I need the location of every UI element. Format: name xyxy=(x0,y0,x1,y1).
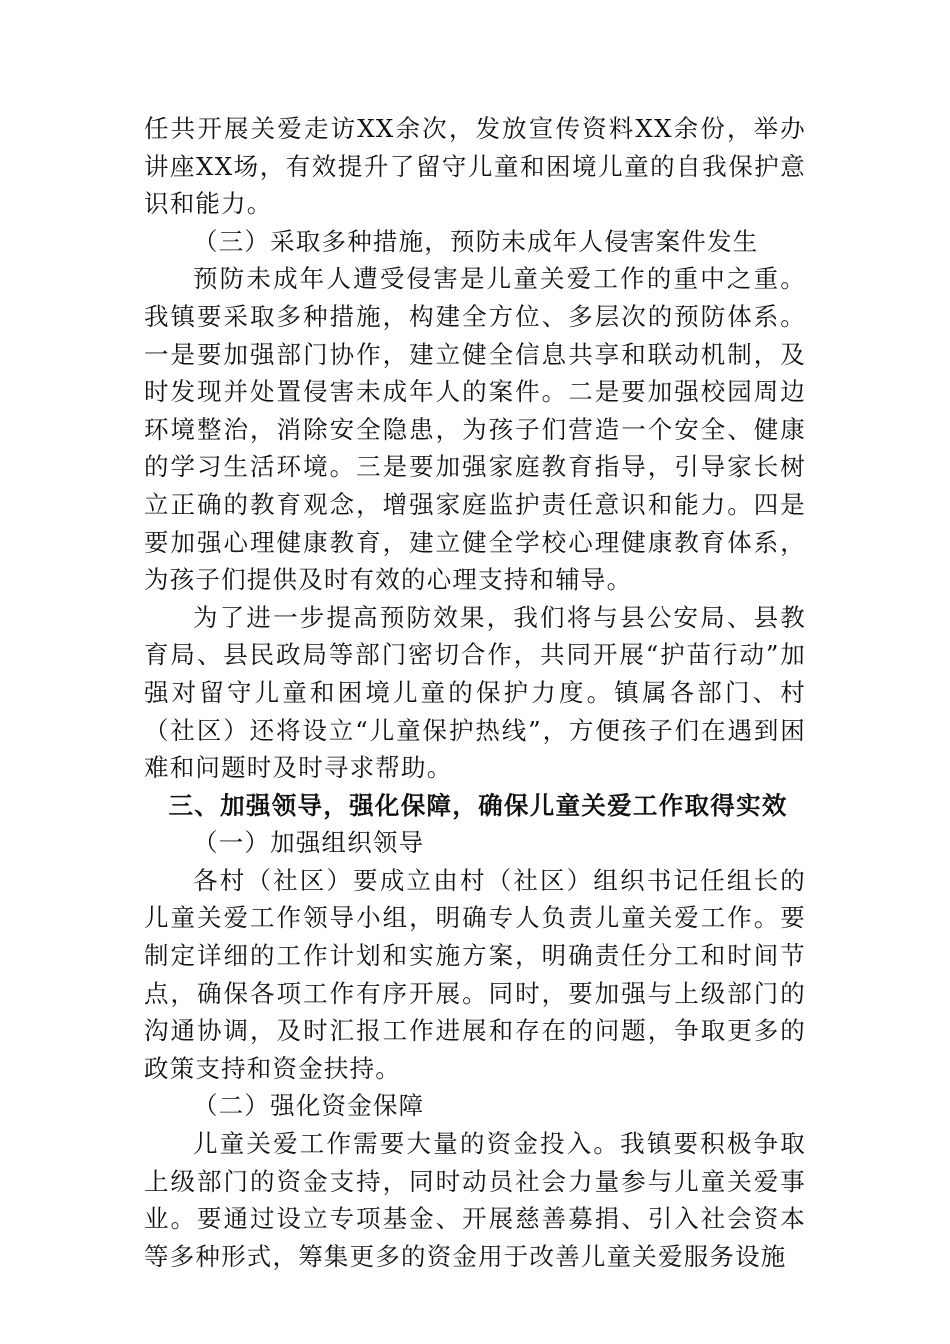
section-heading-leadership: 三、加强领导，强化保障，确保儿童关爱工作取得实效 xyxy=(168,790,788,820)
subheading-organization: （一）加强组织领导 xyxy=(193,828,425,858)
paragraph-continuation: 任共开展关爱走访XX余次，发放宣传资料XX余份，举办讲座XX场，有效提升了留守儿童和困境儿童的自我保护意识和能力。 xyxy=(144,114,806,219)
subheading-prevention: （三）采取多种措施，预防未成年人侵害案件发生 xyxy=(193,226,759,256)
document-page xyxy=(144,110,806,1275)
paragraph-prevention-measures: 预防未成年人遭受侵害是儿童关爱工作的重中之重。我镇要采取多种措施，构建全方位、多层次的预防体系。一是要加强部门协作，建立健全信息共享和联动机制，及时发现并处置侵害未成年人的案件。二是要加强校园周边环境整治，消除安全隐患，为孩子们营造一个安全、健康的学习生活环境。三是要加强家庭教育指导，引导家长树立正确的教育观念，增强家庭监护责任意识和能力。四是要加强心理健康教育，建立健全学校心理健康教育体系，为孩子们提供及时有效的心理支持和辅导。 xyxy=(144,264,806,595)
paragraph-prevention-cooperation: 为了进一步提高预防效果，我们将与县公安局、县教育局、县民政局等部门密切合作，共同开展“护苗行动”加强对留守儿童和困境儿童的保护力度。镇属各部门、村（社区）还将设立“儿童保护热线”，方便孩子们在遇到困难和问题时及时寻求帮助。 xyxy=(144,602,806,783)
subheading-funding: （二）强化资金保障 xyxy=(193,1091,425,1121)
paragraph-organization: 各村（社区）要成立由村（社区）组织书记任组长的儿童关爱工作领导小组，明确专人负责儿童关爱工作。要制定详细的工作计划和实施方案，明确责任分工和时间节点，确保各项工作有序开展。同时，要加强与上级部门的沟通协调，及时汇报工作进展和存在的问题，争取更多的政策支持和资金扶持。 xyxy=(144,865,806,1083)
paragraph-funding: 儿童关爱工作需要大量的资金投入。我镇要积极争取上级部门的资金支持，同时动员社会力量参与儿童关爱事业。要通过设立专项基金、开展慈善募捐、引入社会资本等多种形式，筹集更多的资金用于改善儿童关爱服务设施 xyxy=(144,1129,806,1271)
